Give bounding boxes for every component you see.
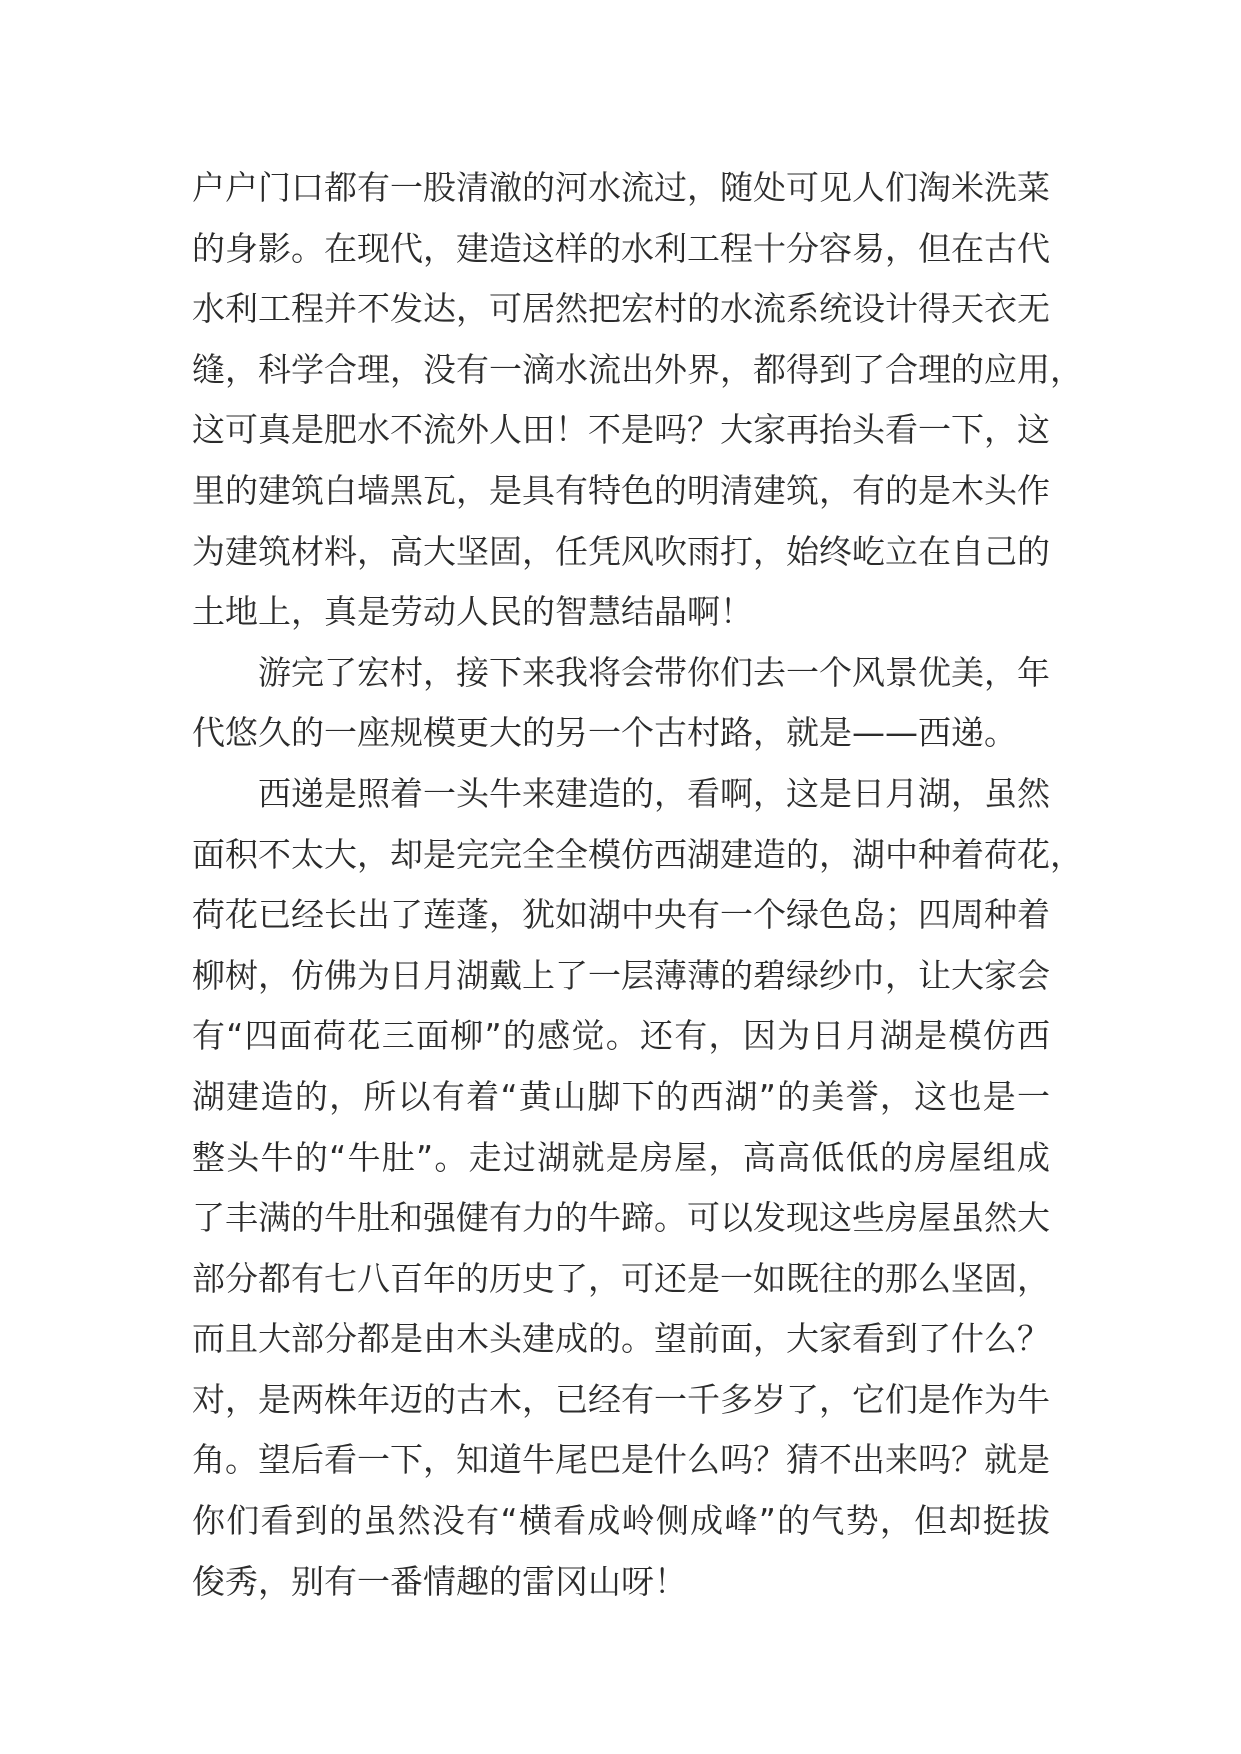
paragraph-3 — [192, 764, 1083, 1612]
text-line: 俊秀，别有一番情趣的雷冈山呀！ — [192, 1561, 687, 1601]
text-line: 对，是两株年迈的古木，已经有一千多岁了，它们是作为牛 — [192, 1379, 1050, 1419]
document-body — [192, 158, 1083, 1612]
text-line: 游完了宏村，接下来我将会带你们去一个风景优美，年 — [258, 652, 1050, 692]
text-line: 湖建造的，所以有着“黄山脚下的西湖”的美誉，这也是一 — [192, 1076, 1050, 1116]
text-line: 柳树，仿佛为日月湖戴上了一层薄薄的碧绿纱巾，让大家会 — [192, 955, 1050, 995]
text-line: 荷花已经长出了莲蓬，犹如湖中央有一个绿色岛；四周种着 — [192, 895, 1050, 935]
text-line: 的身影。在现代，建造这样的水利工程十分容易，但在古代 — [192, 228, 1050, 268]
text-line: 而且大部分都是由木头建成的。望前面，大家看到了什么？ — [192, 1319, 1050, 1359]
text-line: 角。望后看一下，知道牛尾巴是什么吗？猜不出来吗？就是 — [192, 1440, 1050, 1480]
text-line: 里的建筑白墙黑瓦，是具有特色的明清建筑，有的是木头作 — [192, 470, 1050, 510]
text-line: 缝，科学合理，没有一滴水流出外界，都得到了合理的应用， — [192, 349, 1083, 389]
text-line: 户户门口都有一股清澈的河水流过，随处可见人们淘米洗菜 — [192, 168, 1050, 207]
text-line: 这可真是肥水不流外人田！不是吗？大家再抬头看一下，这 — [192, 410, 1050, 450]
text-line: 为建筑材料，高大坚固，任凭风吹雨打，始终屹立在自己的 — [192, 531, 1050, 571]
text-line: 代悠久的一座规模更大的另一个古村路，就是——西递。 — [192, 713, 1017, 753]
text-line: 了丰满的牛肚和强健有力的牛蹄。可以发现这些房屋虽然大 — [192, 1198, 1050, 1238]
text-line: 西递是照着一头牛来建造的，看啊，这是日月湖，虽然 — [258, 773, 1050, 813]
paragraph-2 — [192, 643, 1050, 764]
text-line: 面积不太大，却是完完全全模仿西湖建造的，湖中种着荷花， — [192, 834, 1083, 874]
text-line: 有“四面荷花三面柳”的感觉。还有，因为日月湖是模仿西 — [192, 1016, 1050, 1056]
paragraph-1 — [192, 158, 1083, 643]
text-line: 你们看到的虽然没有“横看成岭侧成峰”的气势，但却挺拔 — [192, 1501, 1050, 1541]
text-line: 水利工程并不发达，可居然把宏村的水流系统设计得天衣无 — [192, 289, 1050, 329]
text-line: 整头牛的“牛肚”。走过湖就是房屋，高高低低的房屋组成 — [192, 1137, 1050, 1177]
text-line: 部分都有七八百年的历史了，可还是一如既往的那么坚固， — [192, 1258, 1050, 1298]
text-line: 土地上，真是劳动人民的智慧结晶啊！ — [192, 592, 753, 632]
